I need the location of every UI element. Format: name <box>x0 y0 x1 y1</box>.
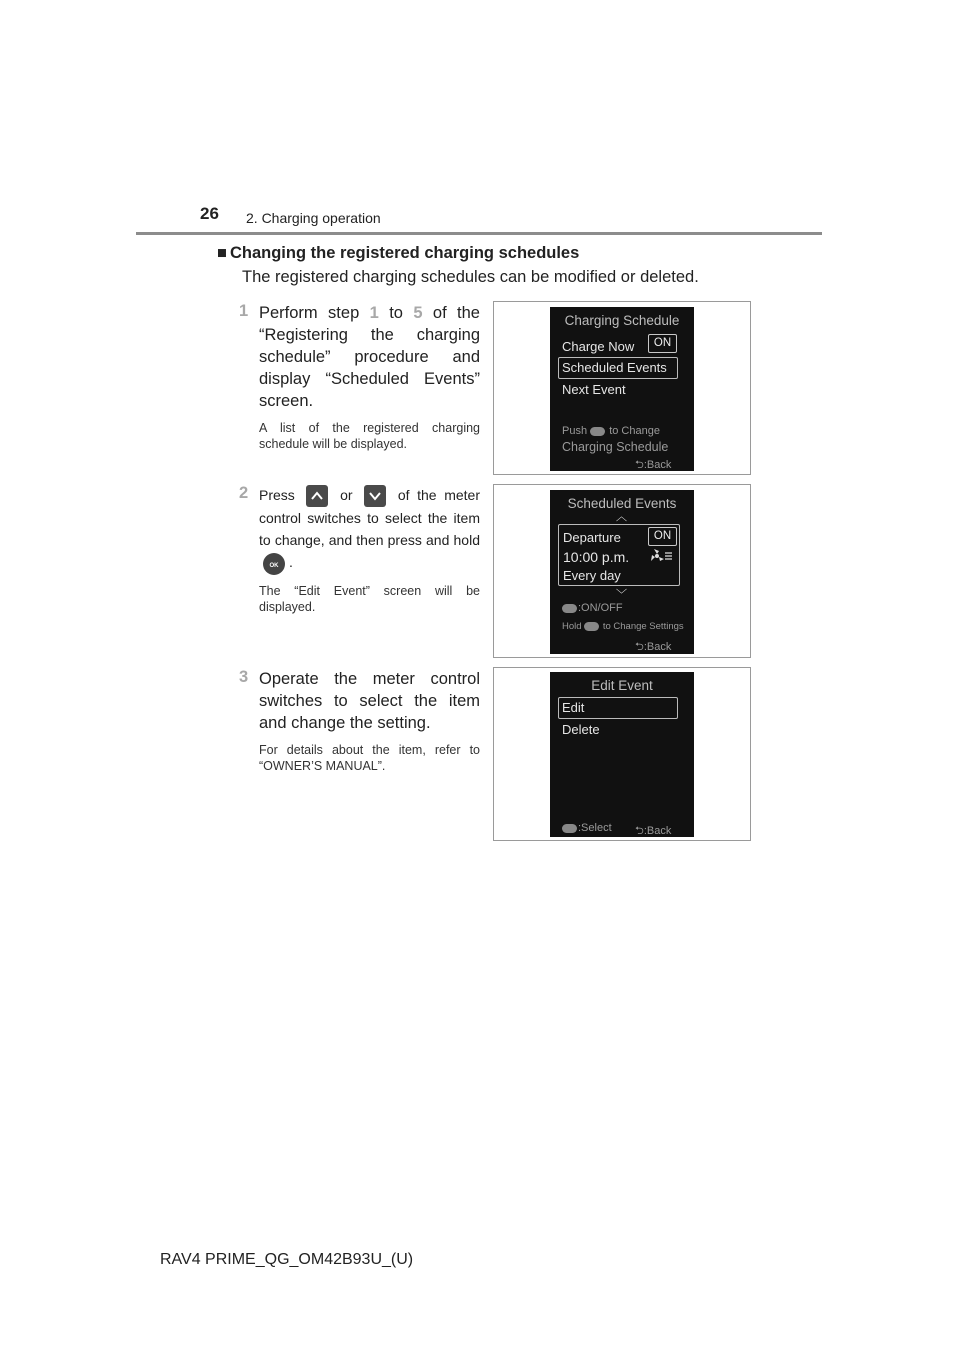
meter-display <box>550 490 694 654</box>
meter-display <box>550 672 694 837</box>
menu-item-next-event: Next Event <box>562 382 626 397</box>
climate-fan-icon <box>650 548 674 567</box>
ok-icon <box>584 622 599 631</box>
hint-onoff: :ON/OFF <box>562 602 623 614</box>
svg-text:OK: OK <box>269 562 279 569</box>
step-note: For details about the item, refer to “OWNER’S MANUAL”. <box>259 743 480 773</box>
section-title: 2. Charging operation <box>246 210 381 226</box>
menu-item-delete: Delete <box>562 722 600 737</box>
up-chevron-icon <box>306 485 328 507</box>
hint-charging-schedule: Charging Schedule <box>562 440 669 454</box>
hint-back: ⮌:Back <box>635 641 672 653</box>
page-number: 26 <box>200 204 219 223</box>
ok-icon <box>590 427 605 436</box>
menu-item-scheduled-events: Scheduled Events <box>562 360 667 375</box>
step-number: 1 <box>239 302 249 320</box>
step-number: 2 <box>239 484 249 502</box>
ok-button-icon <box>263 553 285 575</box>
step-3 <box>239 668 480 774</box>
down-chevron-icon <box>364 485 386 507</box>
heading-bullet-icon: ■ <box>217 244 227 262</box>
event-name: Departure <box>563 530 621 545</box>
step-ref: 5 <box>413 304 423 322</box>
ok-icon <box>562 824 577 833</box>
step-ref: 1 <box>369 304 379 322</box>
header-rule <box>136 232 822 235</box>
section-heading <box>217 244 579 263</box>
hint-back: ⮌:Back <box>635 825 672 837</box>
intro-text: The registered charging schedules can be modified or deleted. <box>242 268 699 286</box>
ok-icon <box>562 604 577 613</box>
back-arrow-icon: ⮌ <box>635 825 644 837</box>
back-arrow-icon: ⮌ <box>635 459 644 471</box>
menu-item-edit: Edit <box>562 700 585 715</box>
hint-back: ⮌:Back <box>635 459 672 471</box>
step-2 <box>239 484 480 615</box>
event-time: 10:00 p.m. <box>563 549 630 565</box>
step-note: The “Edit Event” screen will be displayed. <box>259 583 480 614</box>
footer-manual-code: RAV4 PRIME_QG_OM42B93U_(U) <box>160 1251 414 1268</box>
event-repeat: Every day <box>563 568 621 583</box>
status-badge: ON <box>648 334 677 353</box>
step-text: Perform step 1 to 5 of the “Registering the charging schedule” procedure and display “Scheduled Events” screen. <box>259 304 480 410</box>
hint-hold: Hold to Change Settings <box>562 621 684 632</box>
status-badge: ON <box>648 527 677 546</box>
screen-title: Charging Schedule <box>564 313 680 328</box>
step-text: Operate the meter control switches to select the item and change the setting. <box>259 670 480 732</box>
up-chevron-icon: ︿ <box>616 511 627 523</box>
down-chevron-icon: ﹀ <box>616 589 627 601</box>
step-note: A list of the registered charging schedule will be displayed. <box>259 421 480 451</box>
screen-frame-charging-schedule <box>493 301 751 475</box>
meter-display <box>550 307 694 471</box>
screen-frame-edit-event <box>493 667 751 841</box>
hint-push: Push to Change <box>562 425 660 437</box>
step-1 <box>239 302 480 452</box>
menu-item-charge-now: Charge Now <box>562 339 635 354</box>
heading-text: Changing the registered charging schedules <box>229 244 580 262</box>
step-text: Press or of the meter control switches to select the item to change, and then press and hold OK . <box>259 484 480 575</box>
screen-title: Edit Event <box>591 678 653 693</box>
screen-title: Scheduled Events <box>567 496 677 511</box>
back-arrow-icon: ⮌ <box>635 641 644 653</box>
screen-frame-scheduled-events <box>493 484 751 658</box>
hint-select: :Select <box>562 822 612 834</box>
step-number: 3 <box>239 668 249 686</box>
